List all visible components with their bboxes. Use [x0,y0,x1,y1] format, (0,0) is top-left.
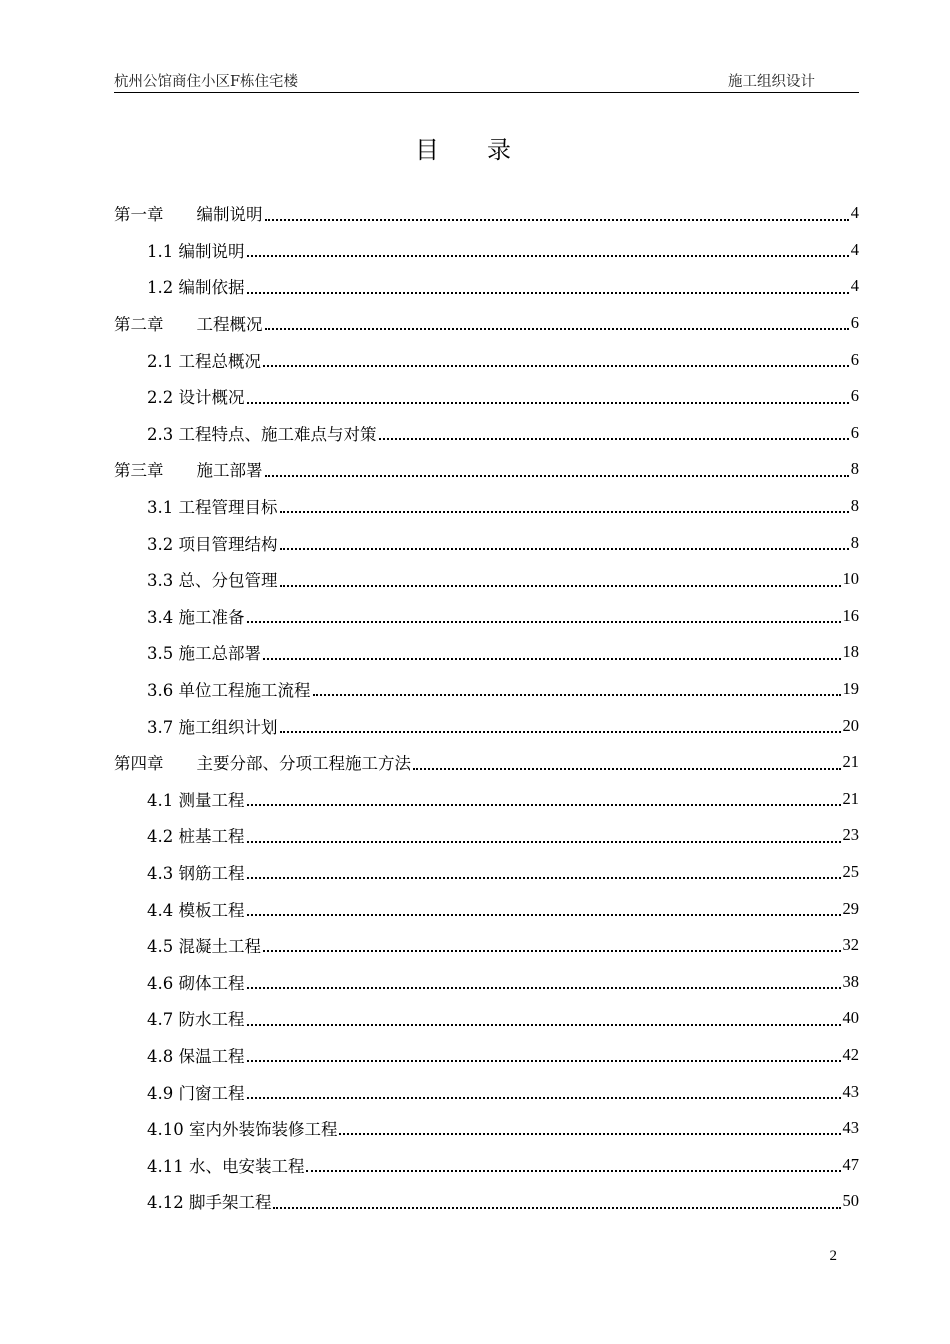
toc-section-entry[interactable] [114,1037,859,1074]
toc-entry-label: 3.3 总、分包管理 [147,571,278,591]
toc-entry-page: 10 [842,569,859,589]
toc-section-entry[interactable] [114,232,859,269]
toc-dot-leader [339,1132,840,1135]
toc-entry-label: 4.12 脚手架工程 [147,1193,272,1213]
toc-entry-label: 4.4 模板工程 [147,900,245,920]
toc-entry-page: 8 [850,459,859,479]
toc-entry-label: 3.4 施工准备 [147,607,245,627]
toc-entry-page: 32 [842,935,859,955]
toc-dot-leader [247,840,841,843]
toc-section-entry[interactable] [114,1183,859,1220]
toc-dot-leader [247,986,841,989]
toc-section-entry[interactable] [114,1073,859,1110]
toc-section-entry[interactable] [114,378,859,415]
toc-entry-label: 1.2 编制依据 [147,278,245,298]
toc-entry-page: 8 [850,532,859,552]
toc-entry-page: 6 [850,349,859,369]
toc-section-entry[interactable] [114,781,859,818]
toc-entry-page: 6 [850,313,859,333]
toc-dot-leader [313,693,841,696]
toc-dot-leader [280,730,841,733]
toc-entry-label: 4.2 桩基工程 [147,827,245,847]
toc-entry-page: 6 [850,422,859,442]
toc-dot-leader [263,364,849,367]
toc-dot-leader [265,474,849,477]
toc-entry-label: 第二章 工程概况 [114,315,263,335]
toc-entry-page: 29 [842,898,859,918]
toc-section-entry[interactable] [114,854,859,891]
toc-entry-page: 25 [842,861,859,881]
toc-entry-label: 4.7 防水工程 [147,1010,245,1030]
toc-dot-leader [379,437,849,440]
toc-dot-leader [280,510,849,513]
toc-dot-leader [265,327,849,330]
page-number: 2 [829,1248,837,1264]
toc-entry-label: 第一章 编制说明 [114,205,263,225]
toc-dot-leader [280,584,841,587]
toc-entry-label: 4.8 保温工程 [147,1046,245,1066]
toc-title: 目录 [415,136,559,164]
toc-entry-page: 43 [842,1081,859,1101]
toc-section-entry[interactable] [114,963,859,1000]
toc-entry-label: 2.1 工程总概况 [147,351,261,371]
toc-section-entry[interactable] [114,415,859,452]
toc-section-entry[interactable] [114,634,859,671]
toc-entry-page: 21 [842,752,859,772]
toc-section-entry[interactable] [114,598,859,635]
toc-dot-leader [247,254,849,257]
toc-dot-leader [263,949,841,952]
toc-dot-leader [247,803,841,806]
toc-entry-page: 40 [842,1008,859,1028]
toc-entry-label: 3.5 施工总部署 [147,644,261,664]
toc-dot-leader [247,913,841,916]
toc-entry-label: 4.9 门窗工程 [147,1083,245,1103]
toc-entry-page: 8 [850,496,859,516]
toc-dot-leader [280,547,849,550]
toc-entry-label: 2.3 工程特点、施工难点与对策 [147,424,377,444]
toc-section-entry[interactable] [114,671,859,708]
toc-entry-label: 4.1 测量工程 [147,790,245,810]
toc-dot-leader [263,657,841,660]
toc-dot-leader [273,1206,840,1209]
toc-chapter-entry[interactable] [114,305,859,342]
toc-entry-page: 38 [842,971,859,991]
toc-chapter-entry[interactable] [114,195,859,232]
toc-entry-label: 3.1 工程管理目标 [147,498,278,518]
toc-entry-label: 第四章 主要分部、分项工程施工方法 [114,754,411,774]
toc-entry-label: 4.6 砌体工程 [147,973,245,993]
toc-section-entry[interactable] [114,561,859,598]
toc-entry-page: 19 [842,679,859,699]
toc-entry-page: 23 [842,825,859,845]
toc-entry-label: 3.6 单位工程施工流程 [147,681,311,701]
toc-entry-label: 3.2 项目管理结构 [147,534,278,554]
toc-section-entry[interactable] [114,268,859,305]
toc-entry-page: 21 [842,788,859,808]
toc-entry-page: 42 [842,1044,859,1064]
toc-dot-leader [247,1059,841,1062]
toc-entry-page: 6 [850,386,859,406]
toc-dot-leader [306,1169,840,1172]
toc-section-entry[interactable] [114,524,859,561]
toc-section-entry[interactable] [114,817,859,854]
toc-dot-leader [265,218,849,221]
header-document-type: 施工组织设计 [728,74,815,90]
toc-chapter-entry[interactable] [114,451,859,488]
toc-entry-label: 4.3 钢筋工程 [147,863,245,883]
toc-section-entry[interactable] [114,927,859,964]
toc-entry-label: 4.11 水、电安装工程 [147,1156,305,1176]
toc-entry-label: 4.5 混凝土工程 [147,937,261,957]
header-project-name: 杭州公馆商住小区F栋住宅楼 [114,74,299,90]
toc-entry-label: 第三章 施工部署 [114,461,263,481]
toc-entry-page: 20 [842,715,859,735]
toc-dot-leader [247,401,849,404]
page-header [114,68,859,93]
toc-section-entry[interactable] [114,1000,859,1037]
toc-entry-page: 16 [842,605,859,625]
toc-dot-leader [247,876,841,879]
toc-entry-page: 4 [850,276,859,296]
toc-entry-label: 4.10 室内外装饰装修工程 [147,1120,338,1140]
toc-chapter-entry[interactable] [114,744,859,781]
toc-entry-label: 2.2 设计概况 [147,388,245,408]
toc-dot-leader [247,1096,841,1099]
toc-dot-leader [247,291,849,294]
toc-entry-page: 4 [850,203,859,223]
toc-entry-page: 47 [842,1154,859,1174]
toc-entry-page: 50 [842,1191,859,1211]
toc-section-entry[interactable] [114,707,859,744]
toc-dot-leader [413,767,841,770]
toc-dot-leader [247,1023,841,1026]
toc-section-entry[interactable] [114,890,859,927]
toc-dot-leader [247,620,841,623]
toc-entry-page: 18 [842,642,859,662]
toc-entry-page: 43 [842,1118,859,1138]
toc-section-entry[interactable] [114,341,859,378]
table-of-contents [114,195,859,1220]
toc-section-entry[interactable] [114,1146,859,1183]
toc-entry-page: 4 [850,239,859,259]
toc-entry-label: 3.7 施工组织计划 [147,717,278,737]
toc-section-entry[interactable] [114,1110,859,1147]
toc-section-entry[interactable] [114,488,859,525]
toc-entry-label: 1.1 编制说明 [147,241,245,261]
